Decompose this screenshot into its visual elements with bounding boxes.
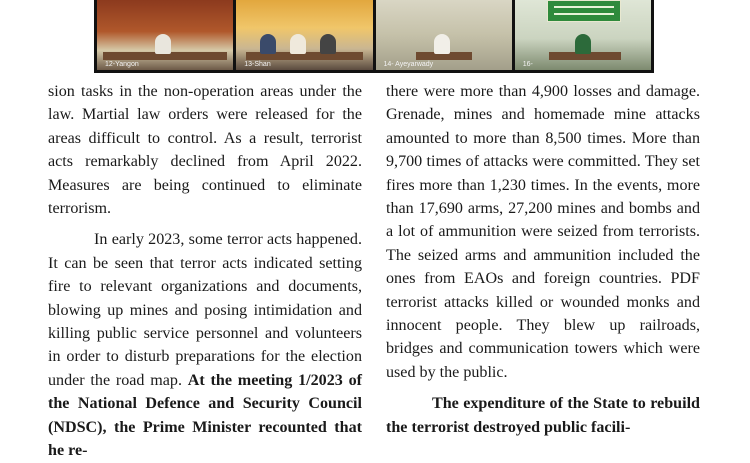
- photo-pane-shan: [236, 0, 372, 70]
- photo-caption: 14- Ayeyarwady: [383, 61, 434, 68]
- left-text-column: [48, 80, 362, 463]
- photo-caption: 16-: [522, 61, 533, 68]
- photo-caption: 12-Yangon: [105, 61, 139, 68]
- paragraph: there were more than 4,900 losses and damage. Grenade, mines and homemade mine attacks amounted to more than 8,500 times. More than 9,700 times of attacks were committed. They set fires more than 1,230 times. In the events, more than 17,690 arms, 27,200 mines and bombs and a lot of ammunition were seized from terrorists. The seized arms and ammunition included the ones from EAOs and foreign countries. PDF terrorist attacks killed or wounded monks and innocent people. They blew up railroads, bridges and communication towers which were used by the public.: [386, 83, 700, 381]
- paragraph-bold-text: At the meeting 1/2023 of the National Defence and Security Council (NDSC), the Prime Minister recounted that he re-: [48, 371, 362, 460]
- paragraph: sion tasks in the non-operation areas under the law. Martial law orders were released for the areas difficult to control. As a result, terrorist acts remarkably declined from April 2022. Measures are being continued to eliminate terrorism.: [48, 83, 362, 218]
- video-conference-photo: [94, 0, 654, 73]
- person-figure: [155, 34, 171, 54]
- paragraph-text: In early 2023, some terror acts happened. It can be seen that terror acts indicated setting fire to relevant organizations and documents, blowing up mines and posing intimidation and killing public service personnel and volunteers in order to disturb preparations for the election under the road map.: [48, 231, 362, 389]
- photo-pane-ayeyarwady: [376, 0, 512, 70]
- green-banner: [547, 0, 621, 22]
- photo-pane-region-16: [515, 0, 651, 70]
- person-figure: [320, 34, 336, 54]
- photo-pane-yangon: [97, 0, 233, 70]
- person-figure: [434, 34, 450, 54]
- person-figure: [575, 34, 591, 54]
- right-text-column: [386, 80, 700, 439]
- photo-caption: 13-Shan: [244, 61, 271, 68]
- person-figure: [260, 34, 276, 54]
- paragraph: [48, 228, 362, 462]
- paragraph-bold-text: The expenditure of the State to rebuild the terrorist destroyed public facili-: [386, 395, 700, 436]
- person-figure: [290, 34, 306, 54]
- paragraph: [386, 392, 700, 439]
